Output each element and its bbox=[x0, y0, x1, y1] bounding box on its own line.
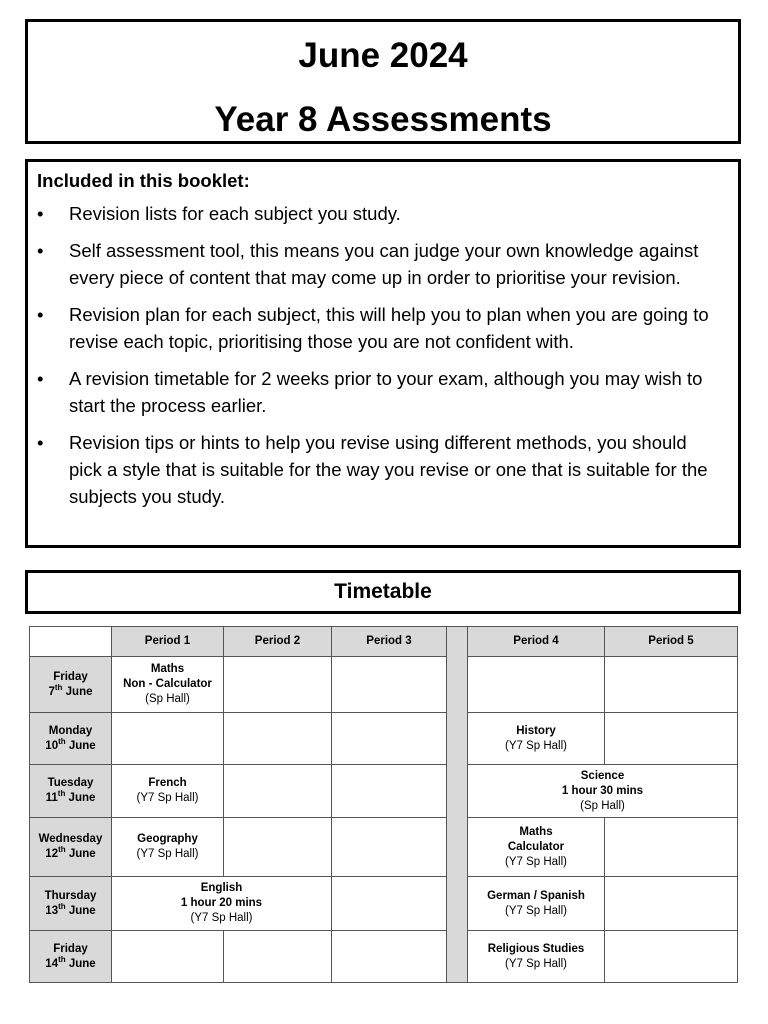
day-date: 12th June bbox=[45, 845, 96, 860]
empty-cell bbox=[605, 818, 738, 877]
empty-cell bbox=[468, 657, 605, 713]
exam-timetable bbox=[29, 626, 738, 983]
day-date: 7th June bbox=[48, 682, 93, 698]
empty-cell bbox=[112, 713, 224, 765]
empty-cell bbox=[112, 931, 224, 983]
exam-room: (Sp Hall) bbox=[145, 693, 190, 705]
empty-cell bbox=[224, 931, 332, 983]
empty-cell bbox=[605, 657, 738, 713]
day-cell bbox=[30, 657, 112, 713]
exam-subject: Geography bbox=[137, 833, 198, 845]
bullet-icon: • bbox=[37, 432, 44, 453]
empty-cell bbox=[332, 931, 447, 983]
period-header: Period 5 bbox=[605, 627, 738, 657]
exam-subject: German / Spanish bbox=[487, 889, 585, 902]
bullet-icon: • bbox=[37, 240, 44, 261]
day-cell bbox=[30, 713, 112, 765]
exam-subject: History bbox=[516, 724, 556, 737]
empty-cell bbox=[224, 713, 332, 765]
exam-cell-history bbox=[468, 713, 605, 765]
empty-cell bbox=[605, 713, 738, 765]
period-header: Period 1 bbox=[112, 627, 224, 657]
day-cell bbox=[30, 931, 112, 983]
bullet-icon: • bbox=[37, 203, 44, 224]
empty-cell bbox=[224, 765, 332, 818]
empty-cell bbox=[332, 765, 447, 818]
day-name: Wednesday bbox=[38, 833, 103, 845]
exam-room: (Y7 Sp Hall) bbox=[505, 957, 567, 970]
day-name: Friday bbox=[53, 670, 88, 683]
day-date: 13th June bbox=[45, 901, 96, 917]
exam-subject: Science bbox=[580, 769, 625, 782]
table-row bbox=[30, 877, 738, 931]
day-name: Monday bbox=[48, 724, 93, 737]
table-row bbox=[30, 657, 738, 713]
exam-room: (Y7 Sp Hall) bbox=[505, 904, 567, 917]
bullet-icon: • bbox=[37, 368, 44, 389]
title-assessments: Year 8 Assessments bbox=[214, 100, 552, 139]
table-row bbox=[30, 818, 738, 877]
list-item bbox=[37, 429, 724, 510]
lunch-gap bbox=[447, 627, 468, 983]
title-date: June 2024 bbox=[298, 36, 468, 75]
exam-cell-english bbox=[112, 877, 332, 931]
table-row bbox=[30, 765, 738, 818]
exam-room: (Sp Hall) bbox=[580, 799, 625, 812]
exam-cell-maths-non-calculator bbox=[112, 657, 224, 713]
list-item-text: Revision plan for each subject, this will help you to plan when you are going to revise each topic, prioritising those you are not confident with. bbox=[69, 304, 709, 352]
timetable-heading: Timetable bbox=[25, 570, 741, 614]
list-item bbox=[37, 200, 724, 227]
day-date: 11th June bbox=[45, 789, 96, 804]
exam-cell-german-spanish bbox=[468, 877, 605, 931]
exam-detail: Non - Calculator bbox=[123, 678, 212, 690]
exam-subject: English bbox=[200, 882, 243, 894]
empty-cell bbox=[332, 713, 447, 765]
booklet-contents-heading: Included in this booklet: bbox=[37, 170, 250, 191]
exam-subject: Maths bbox=[519, 825, 553, 838]
table-row bbox=[30, 713, 738, 765]
empty-cell bbox=[332, 657, 447, 713]
exam-detail: 1 hour 30 mins bbox=[561, 784, 644, 797]
day-cell bbox=[30, 818, 112, 877]
list-item-text: Revision lists for each subject you study. bbox=[69, 203, 401, 224]
table-header-row bbox=[30, 627, 738, 657]
booklet-contents-list bbox=[37, 200, 724, 510]
exam-cell-french bbox=[112, 765, 224, 818]
empty-cell bbox=[224, 657, 332, 713]
day-cell bbox=[30, 877, 112, 931]
exam-detail: Calculator bbox=[507, 840, 565, 853]
day-cell bbox=[30, 765, 112, 818]
empty-cell bbox=[605, 877, 738, 931]
exam-room: (Y7 Sp Hall) bbox=[505, 855, 567, 868]
exam-detail: 1 hour 20 mins bbox=[180, 897, 263, 909]
list-item-text: Revision tips or hints to help you revise using different methods, you should pick a style that is suitable for the way you revise or one that is suitable for the subjects you study. bbox=[69, 432, 708, 507]
bullet-icon: • bbox=[37, 304, 44, 325]
exam-cell-maths-calculator bbox=[468, 818, 605, 877]
exam-cell-science bbox=[468, 765, 738, 818]
day-name: Thursday bbox=[44, 889, 97, 902]
day-name: Friday bbox=[53, 942, 88, 955]
exam-room: (Y7 Sp Hall) bbox=[505, 739, 567, 752]
day-date: 14th June bbox=[45, 954, 96, 970]
exam-room: (Y7 Sp Hall) bbox=[136, 848, 199, 860]
list-item-text: A revision timetable for 2 weeks prior to your exam, although you may wish to start the process earlier. bbox=[69, 368, 703, 416]
list-item-text: Self assessment tool, this means you can judge your own knowledge against every piece of content that may come up in order to prioritise your revision. bbox=[69, 240, 699, 288]
exam-cell-geography bbox=[112, 818, 224, 877]
table-row bbox=[30, 931, 738, 983]
exam-cell-religious-studies bbox=[468, 931, 605, 983]
empty-cell bbox=[332, 877, 447, 931]
booklet-contents-box bbox=[25, 159, 741, 548]
exam-subject: Maths bbox=[150, 663, 185, 675]
empty-cell bbox=[605, 931, 738, 983]
exam-subject: French bbox=[148, 777, 187, 789]
list-item bbox=[37, 237, 724, 291]
list-item bbox=[37, 301, 724, 355]
corner-cell bbox=[30, 627, 112, 657]
day-date: 10th June bbox=[45, 736, 96, 752]
title-box bbox=[25, 19, 741, 144]
period-header: Period 4 bbox=[468, 627, 605, 657]
exam-subject: Religious Studies bbox=[487, 942, 585, 955]
list-item bbox=[37, 365, 724, 419]
exam-room: (Y7 Sp Hall) bbox=[136, 792, 199, 804]
exam-room: (Y7 Sp Hall) bbox=[190, 912, 253, 924]
empty-cell bbox=[332, 818, 447, 877]
period-header: Period 3 bbox=[332, 627, 447, 657]
empty-cell bbox=[224, 818, 332, 877]
period-header: Period 2 bbox=[224, 627, 332, 657]
day-name: Tuesday bbox=[47, 777, 94, 789]
